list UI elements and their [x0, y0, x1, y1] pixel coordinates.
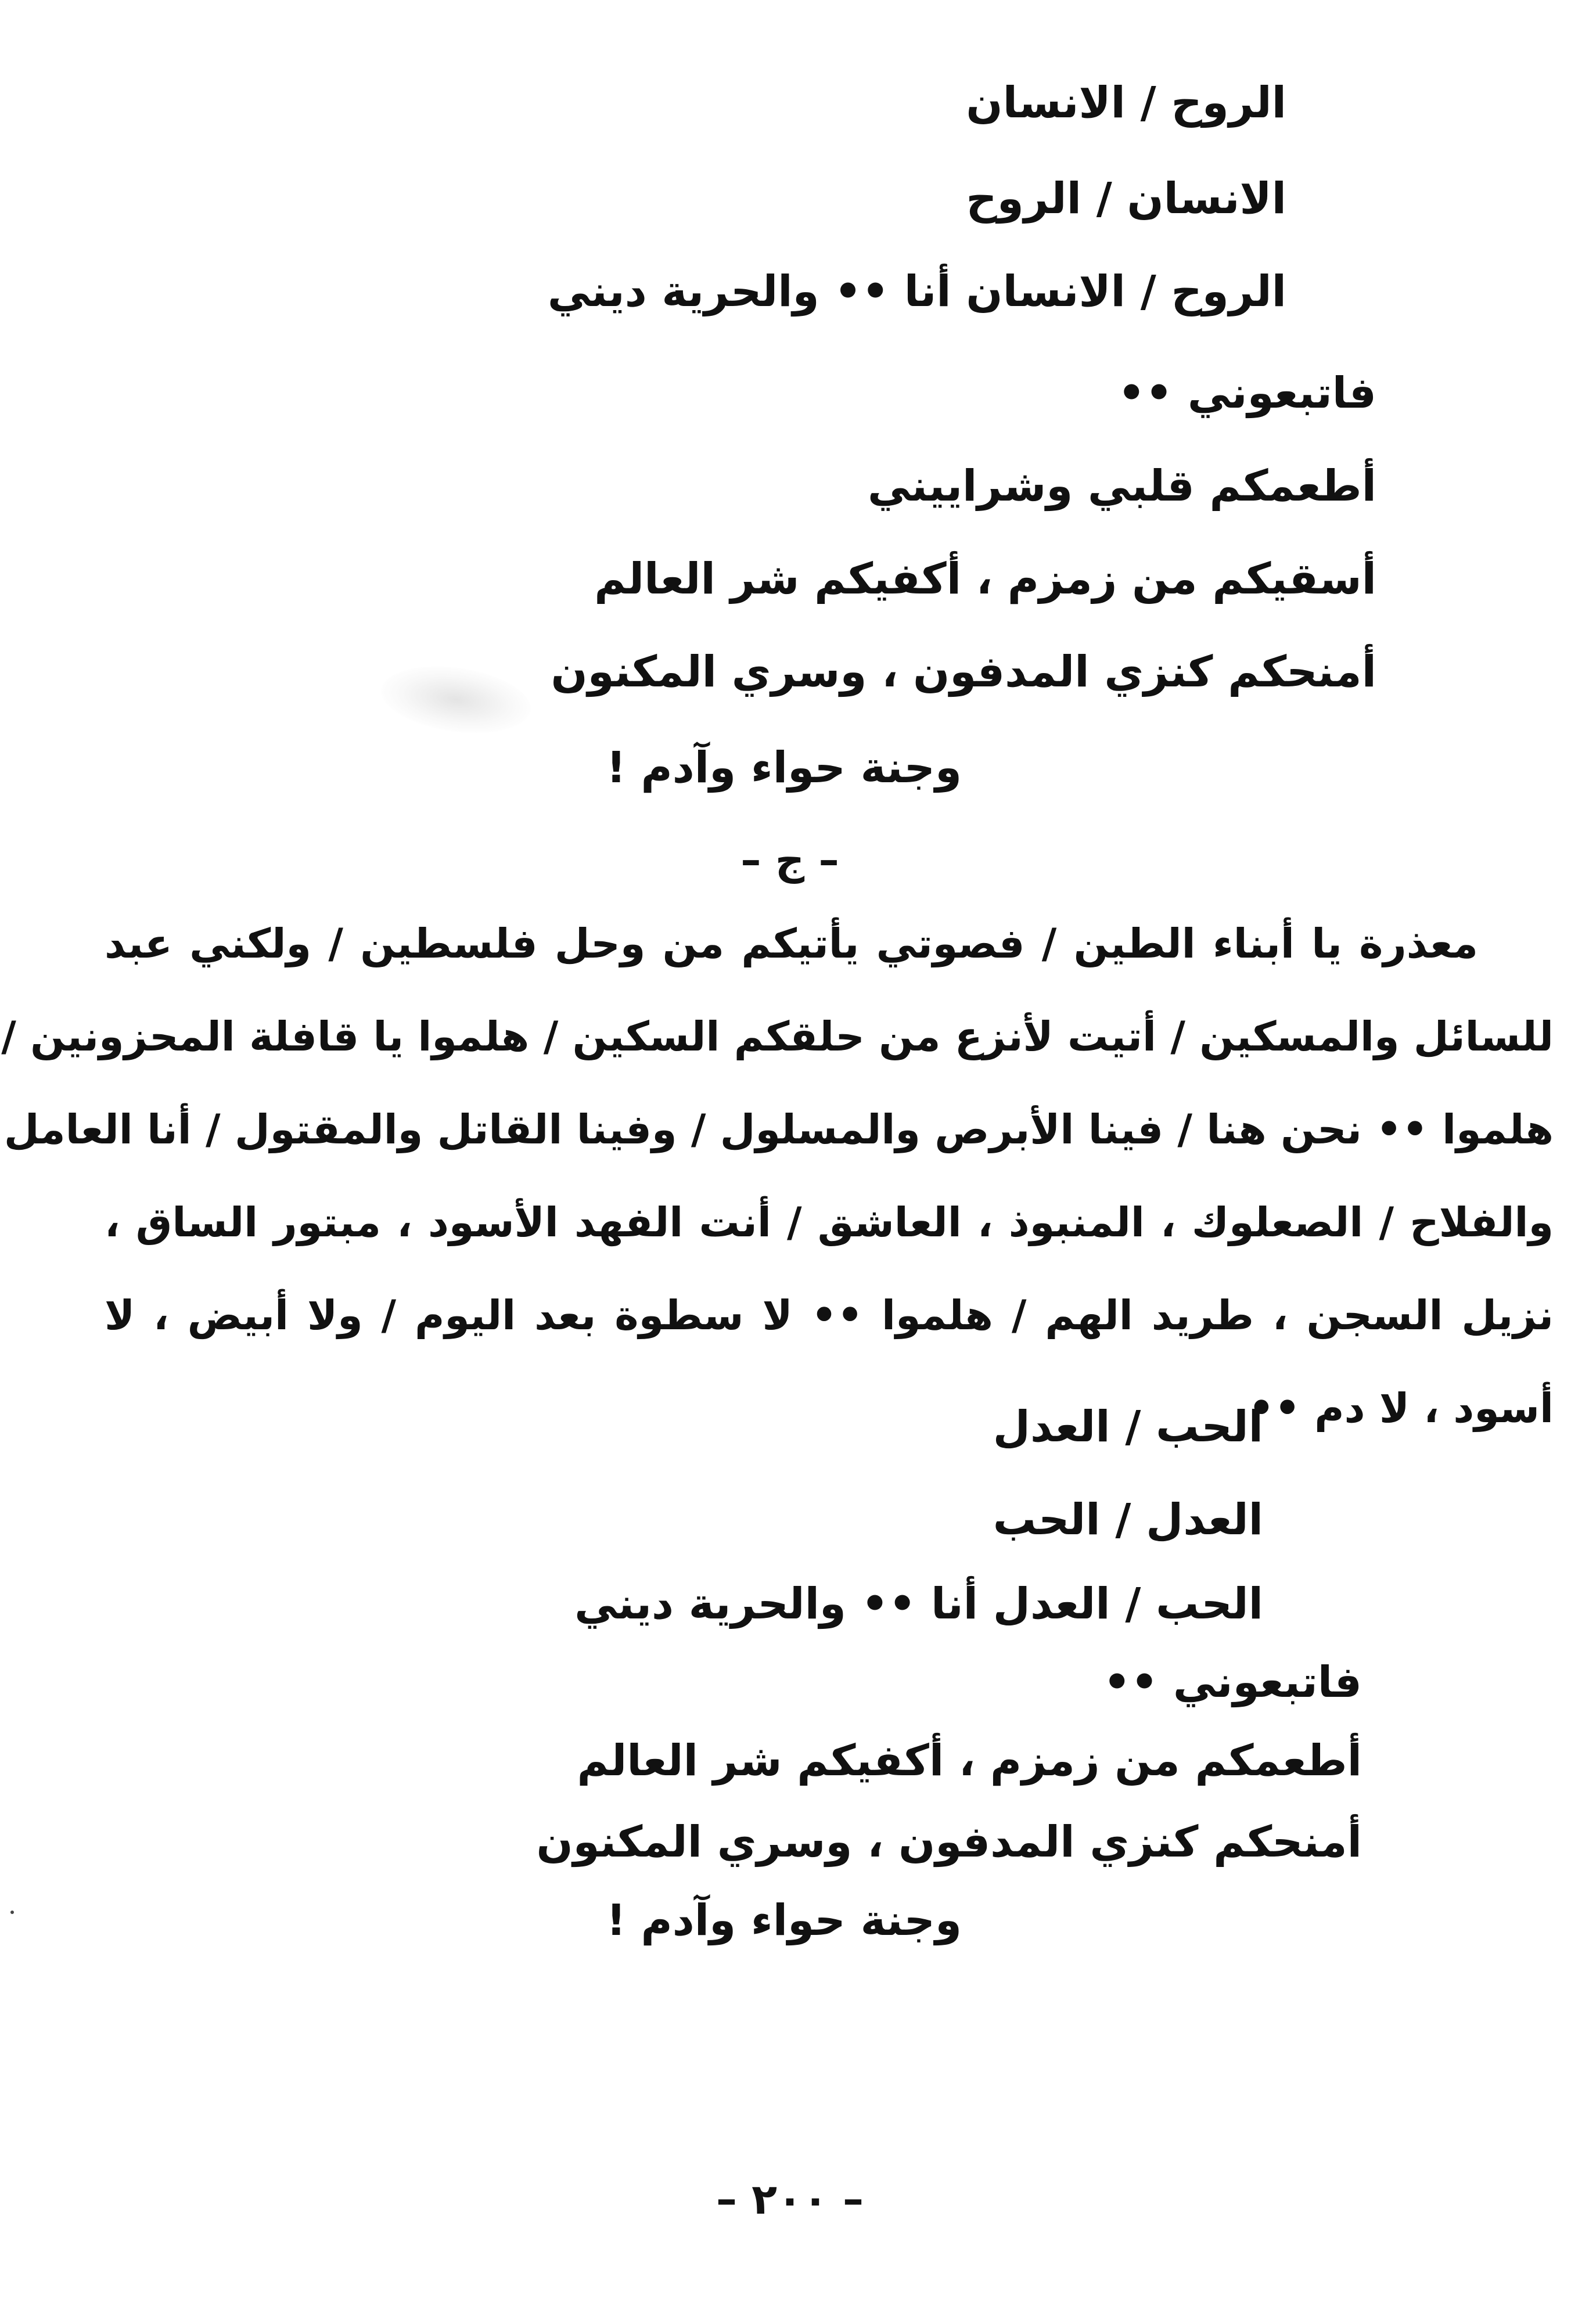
prose-line-3: هلموا •• نحن هنا / فينا الأبرص والمسلول / وفينا القاتل والمقتول / أنا العامل: [3, 1106, 1554, 1153]
prose-line-5: نزيل السجن ، طريد الهم / هلموا •• لا سطوة بعد اليوم / ولا أبيض ، لا: [105, 1291, 1554, 1339]
stanza2-line-2: العدل / الحب: [993, 1495, 1263, 1545]
stanza2-line-5: أطعمكم من زمزم ، أكفيكم شر العالم: [577, 1736, 1362, 1786]
stanza1-line-7: أمنحكم كنزي المدفون ، وسري المكنون: [551, 647, 1376, 697]
prose-paragraph: [1, 897, 1554, 1455]
section-marker: – ج –: [740, 836, 839, 884]
stanza2-line-1: الحب / العدل: [993, 1402, 1263, 1452]
stanza2-line-4: فاتبعوني ••: [1103, 1657, 1362, 1707]
stanza2-line-6: أمنحكم كنزي المدفون ، وسري المكنون: [536, 1817, 1362, 1867]
prose-line-1: معذرة يا أبناء الطين / فصوتي يأتيكم من وحل فلسطين / ولكني عبد: [105, 920, 1478, 967]
stanza2-line-3: الحب / العدل أنا •• والحرية ديني: [574, 1579, 1263, 1629]
stanza1-line-1: الروح / الانسان: [966, 78, 1286, 128]
stanza1-line-6: أسقيكم من زمزم ، أكفيكم شر العالم: [594, 554, 1376, 604]
stanza1-line-2: الانسان / الروح: [966, 174, 1286, 224]
stanza1-line-5: أطعمكم قلبي وشراييني: [867, 461, 1376, 511]
page-number: – ٢٠٠ –: [716, 2175, 864, 2224]
stanza1-line-3: الروح / الانسان أنا •• والحرية ديني: [547, 267, 1286, 316]
ink-speck: [10, 1911, 14, 1914]
prose-line-4: والفلاح / الصعلوك ، المنبوذ ، العاشق / أنت الفهد الأسود ، مبتور الساق ،: [105, 1199, 1554, 1246]
stanza1-line-4: فاتبعوني ••: [1117, 368, 1376, 418]
stanza2-line-7: وجنة حواء وآدم !: [606, 1895, 962, 1945]
stanza1-line-8: وجنة حواء وآدم !: [606, 743, 962, 793]
prose-line-6: أسود ، لا دم ••: [1248, 1384, 1554, 1432]
prose-line-2: للسائل والمسكين / أتيت لأنزع من حلقكم السكين / هلموا يا قافلة المحزونين /: [1, 1013, 1554, 1060]
paper-smudge: [377, 657, 535, 742]
